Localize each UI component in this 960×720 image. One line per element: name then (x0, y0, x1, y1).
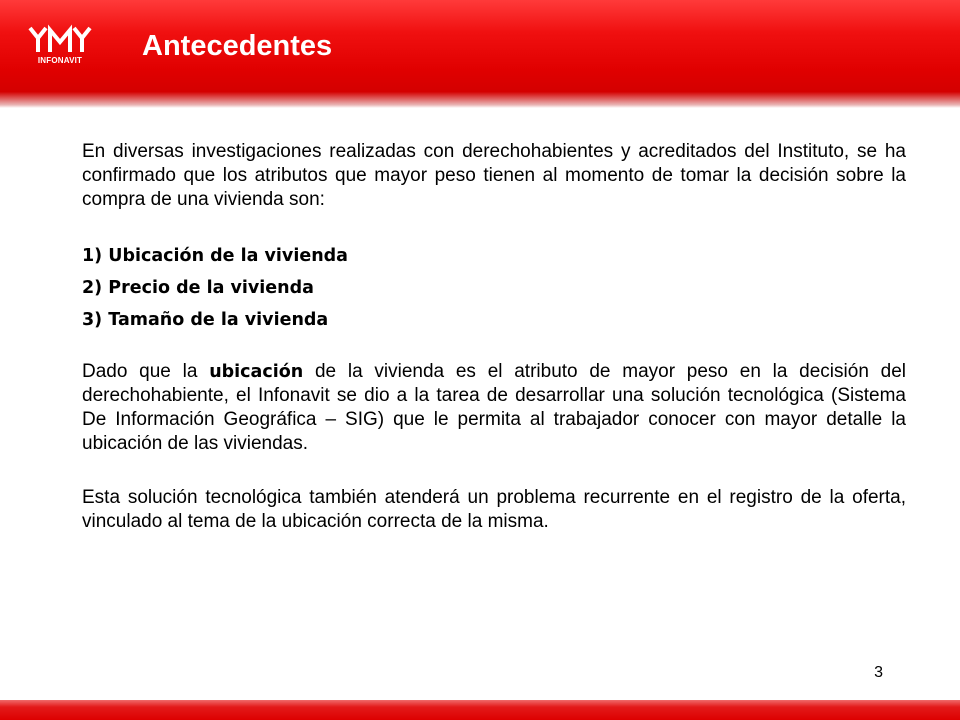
list-item: 3) Tamaño de la vivienda (82, 310, 329, 330)
intro-paragraph: En diversas investigaciones realizadas con derechohabientes y acreditados del Instituto, se ha confirmado que los atributos que mayor peso tienen al momento de tomar la decisión sobre la compra de una vivienda son: (82, 141, 906, 210)
solution-paragraph: Esta solución tecnológica también atenderá un problema recurrente en el registro de la oferta, vinculado al tema de la ubicación correcta de la misma. (82, 487, 906, 532)
footer-bar (0, 700, 960, 720)
page-title: Antecedentes (142, 30, 333, 62)
list-item: 2) Precio de la vivienda (82, 278, 314, 298)
header-banner (0, 0, 960, 108)
location-paragraph-start: Dado que la (82, 361, 210, 382)
page-number: 3 (874, 664, 883, 681)
location-paragraph-end: de la vivienda es el atributo de mayor peso en la decisión del derechohabiente, el Infonavit se dio a la tarea de desarrollar una solución tecnológica (Sistema De Información Geográfica – SIG) que le permita al trabajador conocer con mayor detalle la ubicación de las viviendas. (82, 361, 906, 454)
list-item: 1) Ubicación de la vivienda (82, 246, 348, 266)
logo-wordmark: INFONAVIT (37, 56, 83, 65)
slide-body (82, 140, 906, 534)
infonavit-logo (26, 20, 94, 68)
location-paragraph (82, 360, 906, 456)
attribute-list (82, 244, 906, 340)
location-emphasis: ubicación (209, 362, 304, 382)
infonavit-logo-icon (26, 20, 94, 56)
